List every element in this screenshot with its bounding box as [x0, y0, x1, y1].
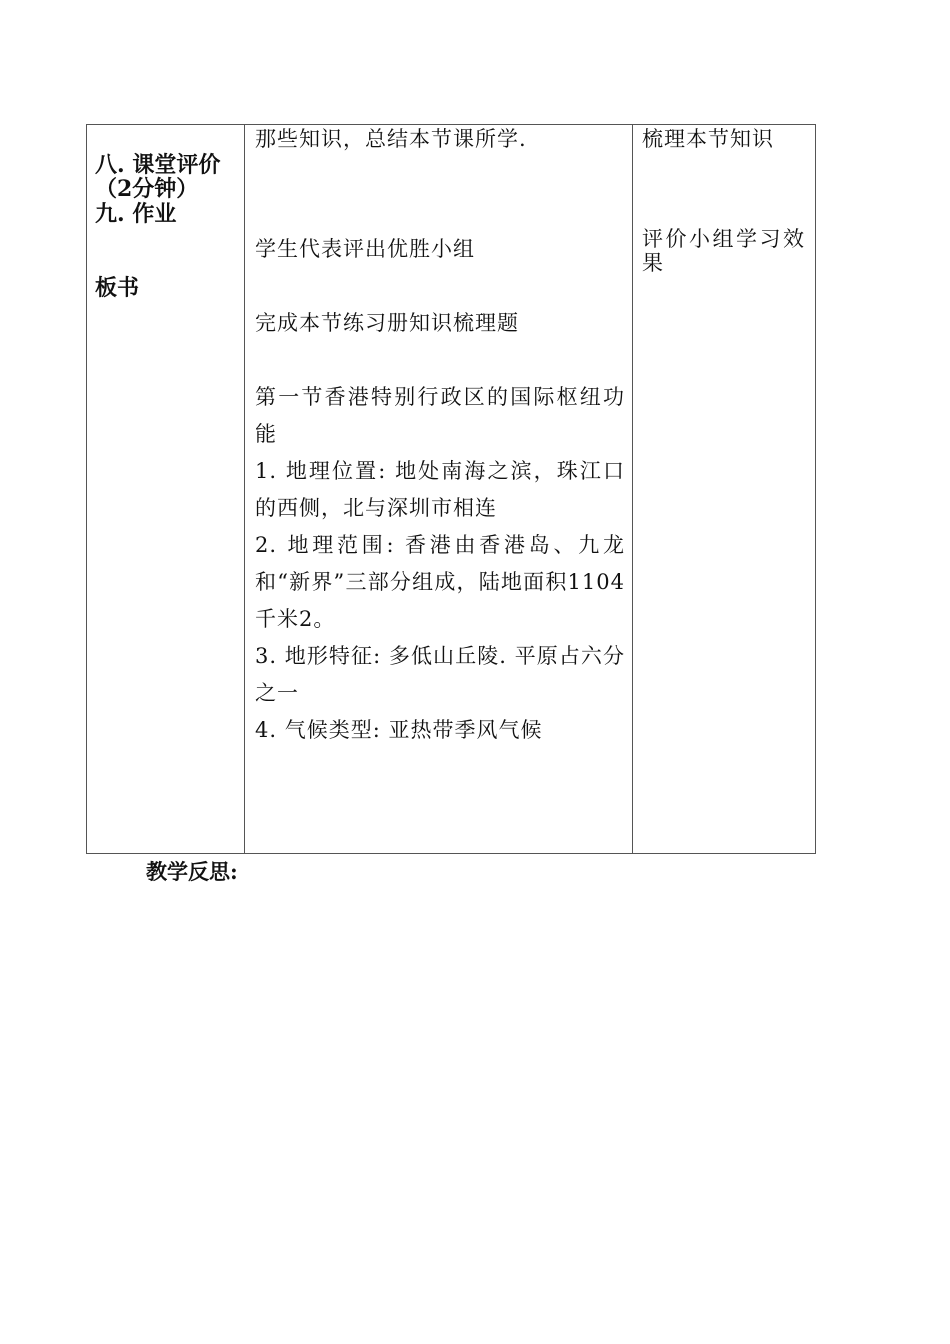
board-title: 第一节香港特别行政区的国际枢纽功能 [255, 385, 625, 446]
summary-text: 那些知识，总结本节课所学. [255, 127, 527, 151]
teaching-reflection-label: 教学反思: [146, 859, 238, 884]
section-eight-heading: 八. 课堂评价 [95, 152, 221, 178]
homework-text: 完成本节练习册知识梳理题 [255, 311, 519, 335]
section-eight-time: （2分钟） [95, 176, 199, 202]
evaluate-group-text: 评价小组学习效果 [642, 227, 806, 275]
board-point-climate: 4. 气候类型: 亚热带季风气候 [255, 718, 543, 742]
evaluation-text: 学生代表评出优胜小组 [255, 237, 475, 261]
section-nine-heading: 九. 作业 [95, 201, 177, 227]
column-divider-left [244, 125, 245, 853]
review-knowledge-text: 梳理本节知识 [642, 127, 774, 151]
board-point-extent: 2. 地理范围: 香港由香港岛、九龙和“新界”三部分组成，陆地面积1104千米2。 [255, 533, 625, 631]
board-writing-heading: 板书 [95, 275, 140, 301]
lesson-plan-table [86, 124, 816, 854]
column-divider-right [632, 125, 633, 853]
board-point-location: 1. 地理位置: 地处南海之滨，珠江口的西侧，北与深圳市相连 [255, 459, 625, 520]
board-point-terrain: 3. 地形特征: 多低山丘陵. 平原占六分之一 [255, 644, 625, 705]
